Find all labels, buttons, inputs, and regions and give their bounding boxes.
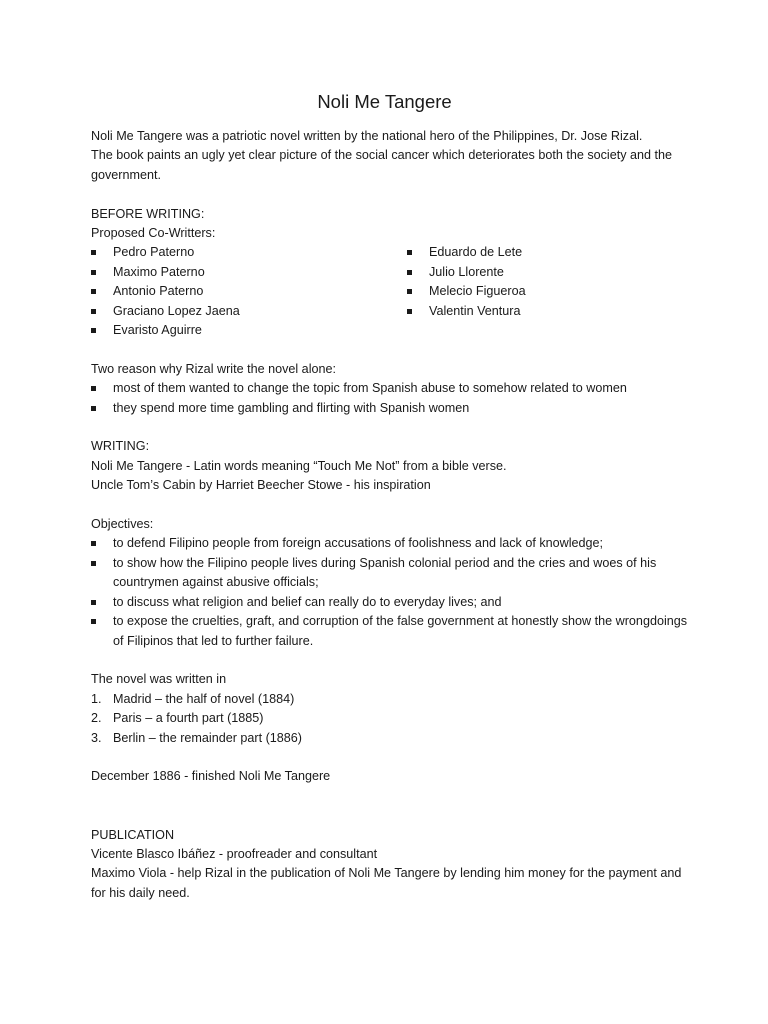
co-writers-list-1 — [91, 243, 407, 340]
spacer — [91, 418, 691, 437]
writing-line-1: Noli Me Tangere - Latin words meaning “Touch Me Not” from a bible verse. — [91, 458, 507, 473]
list-item: Eduardo de Lete — [407, 243, 687, 262]
reasons-list — [91, 379, 691, 418]
spacer — [91, 185, 691, 204]
finished-line: December 1886 - finished Noli Me Tangere — [91, 769, 331, 784]
written-in-list — [91, 690, 691, 748]
objectives-heading: Objectives: — [91, 517, 154, 532]
writing-heading: WRITING: — [91, 439, 150, 454]
list-item — [91, 729, 691, 748]
co-writers-columns — [91, 243, 691, 340]
spacer — [91, 787, 691, 826]
list-item: to show how the Filipino people lives during Spanish colonial period and the cries and woes of his countrymen against abusive officials; — [91, 554, 691, 593]
list-item: Valentin Ventura — [407, 302, 687, 321]
list-text: Berlin – the remainder part (1886) — [113, 730, 303, 745]
spacer — [91, 340, 691, 359]
list-item: to discuss what religion and belief can really do to everyday lives; and — [91, 593, 691, 612]
written-in-heading: The novel was written in — [91, 672, 227, 687]
list-item: Evaristo Aguirre — [91, 321, 407, 340]
co-writers-heading: Proposed Co-Writters: — [91, 226, 216, 241]
list-item: to expose the cruelties, graft, and corruption of the false government at honestly show the wrongdoings of Filipinos that led to further failure. — [91, 612, 691, 651]
spacer — [91, 496, 691, 515]
list-number: 2. — [91, 711, 102, 726]
list-number: 3. — [91, 730, 102, 745]
writing-line-2: Uncle Tom’s Cabin by Harriet Beecher Stowe - his inspiration — [91, 478, 431, 493]
intro-line-1: Noli Me Tangere was a patriotic novel written by the national hero of the Philippines, Dr. Jose Rizal. — [91, 129, 643, 143]
spacer — [91, 748, 691, 767]
list-item: they spend more time gambling and flirting with Spanish women — [91, 399, 691, 418]
list-item: most of them wanted to change the topic from Spanish abuse to somehow related to women — [91, 379, 691, 398]
list-item: Graciano Lopez Jaena — [91, 302, 407, 321]
list-item — [91, 690, 691, 709]
list-text: Madrid – the half of novel (1884) — [113, 691, 295, 706]
objectives-list — [91, 534, 691, 650]
co-writers-list-2 — [407, 243, 687, 340]
list-item: Antonio Paterno — [91, 282, 407, 301]
publication-heading: PUBLICATION — [91, 827, 175, 842]
publication-line-1: Vicente Blasco Ibáñez - proofreader and consultant — [91, 846, 378, 861]
publication-line-2: Maximo Viola - help Rizal in the publication of Noli Me Tangere by lending him money for the payment and for his daily need. — [91, 866, 682, 900]
list-item: Julio Llorente — [407, 263, 687, 282]
before-writing-heading: BEFORE WRITING: — [91, 206, 205, 221]
intro-line-2: The book paints an ugly yet clear picture of the social cancer which deteriorates both the society and the government. — [91, 148, 673, 182]
list-item: to defend Filipino people from foreign accusations of foolishness and lack of knowledge; — [91, 534, 691, 553]
list-item: Pedro Paterno — [91, 243, 407, 262]
list-item: Maximo Paterno — [91, 263, 407, 282]
list-item: Melecio Figueroa — [407, 282, 687, 301]
list-item — [91, 709, 691, 728]
reasons-heading: Two reason why Rizal write the novel alone: — [91, 361, 336, 376]
document-title: Noli Me Tangere — [317, 91, 452, 112]
spacer — [91, 651, 691, 670]
document-content — [91, 90, 691, 903]
list-text: Paris – a fourth part (1885) — [113, 711, 264, 726]
list-number: 1. — [91, 691, 102, 706]
